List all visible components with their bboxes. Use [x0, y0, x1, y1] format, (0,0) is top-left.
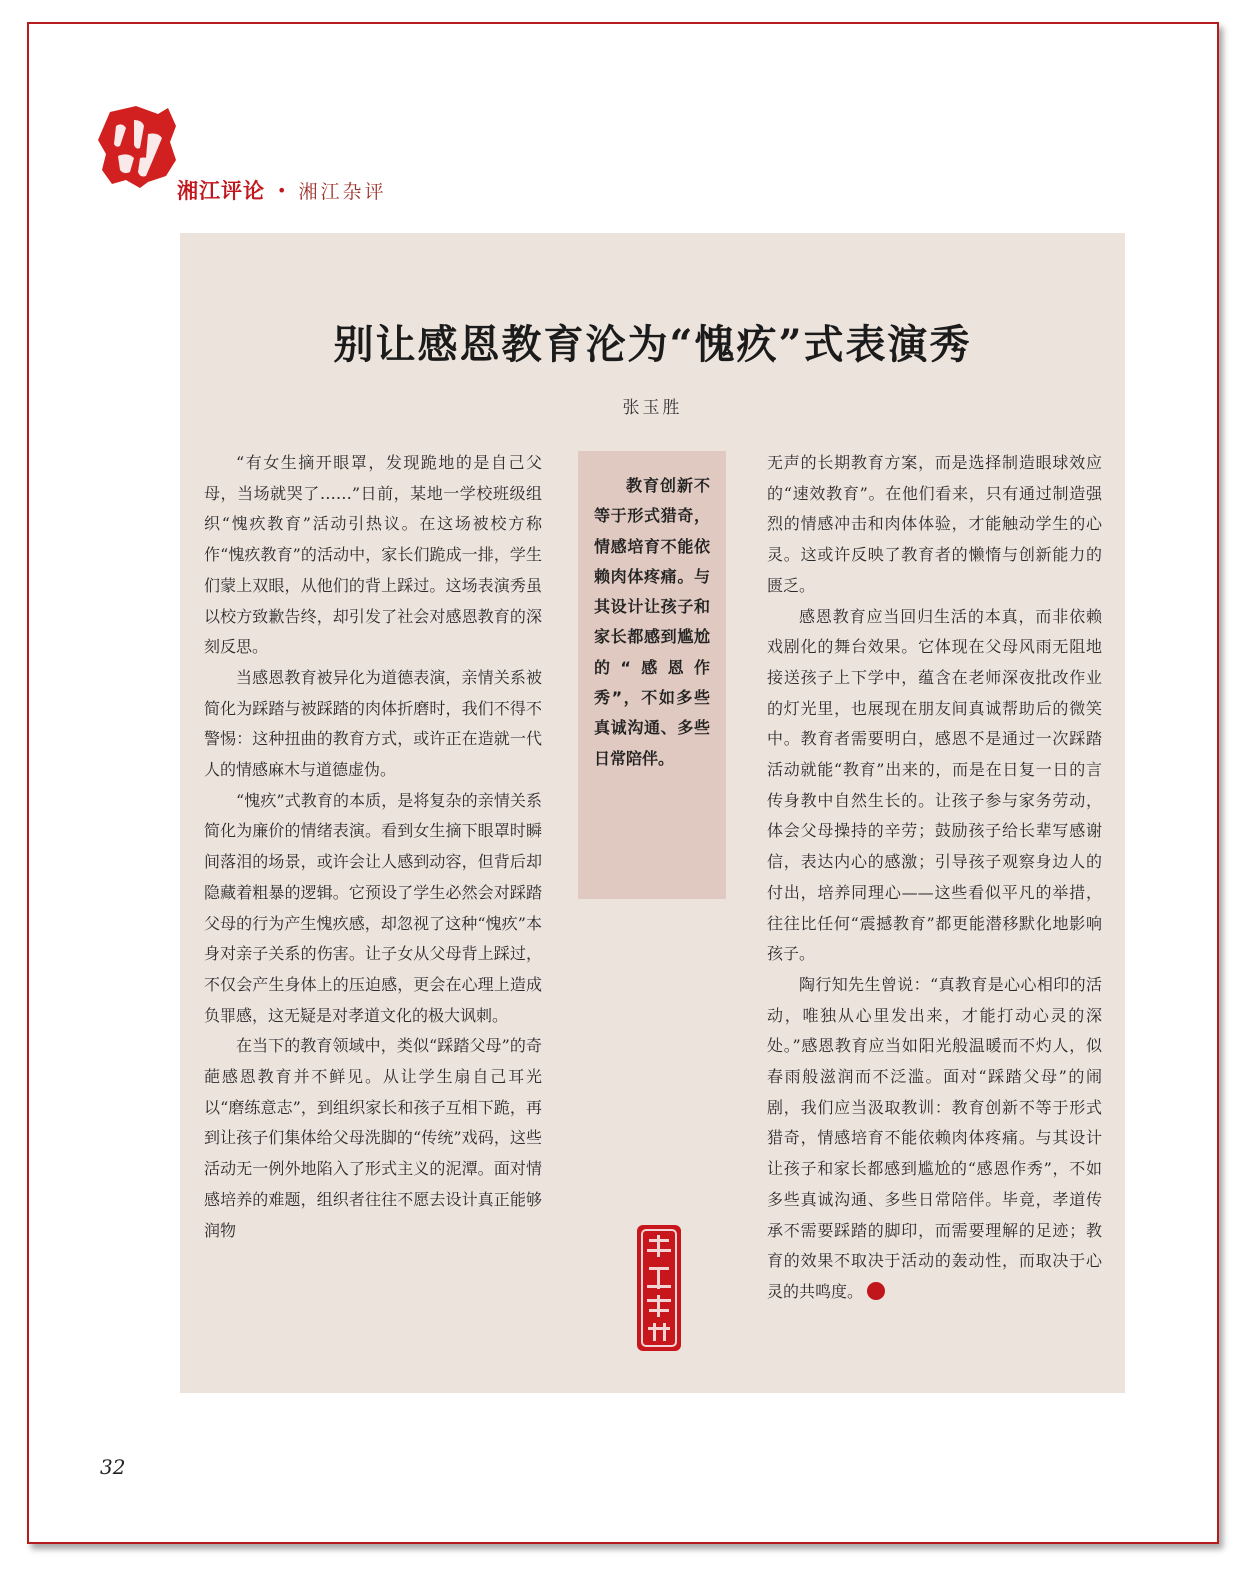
- article-paragraph: 在当下的教育领域中，类似“踩踏父母”的奇葩感恩教育并不鲜见。从让学生扇自己耳光以“磨练意志”，到组织家长和孩子互相下跪，再到让孩子们集体给父母洗脚的“传统”戏码，这些活动无一例外地陷入了形式主义的泥潭。面对情感培养的难题，组织者往往不愿去设计真正能够润物: [204, 1036, 542, 1240]
- article-paragraph: “有女生摘开眼罩，发现跪地的是自己父母，当场就哭了……”日前，某地一学校班级组织“愧疚教育”活动引热议。在这场被校方称作“愧疚教育”的活动中，家长们跪成一排，学生们蒙上双眼，从他们的背上踩过。这场表演秀虽以校方致歉告终，却引发了社会对感恩教育的深刻反思。: [204, 453, 542, 657]
- pull-quote-box: [578, 451, 726, 899]
- page-number: 32: [100, 1455, 126, 1479]
- section-heading: [177, 176, 386, 204]
- end-mark-icon: [867, 1282, 885, 1300]
- article-column-right: [767, 448, 1102, 1308]
- article-paragraph: 无声的长期教育方案，而是选择制造眼球效应的“速效教育”。在他们看来，只有通过制造强烈的情感冲击和肉体体验，才能触动学生的心灵。这或许反映了教育者的懒惰与创新能力的匮乏。: [767, 453, 1102, 595]
- article-paragraph: 感恩教育应当回归生活的本真，而非依赖戏剧化的舞台效果。它体现在父母风雨无阻地接送孩子上下学中，蕴含在老师深夜批改作业的灯光里，也展现在朋友间真诚帮助后的微笑中。教育者需要明白，感恩不是通过一次踩踏活动就能“教育”出来的，而是在日复一日的言传身教中自然生长的。让孩子参与家务劳动，体会父母操持的辛劳；鼓励孩子给长辈写感谢信，表达内心的感激；引导孩子观察身边人的付出，培养同理心——这些看似平凡的举措，往往比任何“震撼教育”都更能潜移默化地影响孩子。: [767, 606, 1102, 964]
- section-main-label: 湘江评论: [177, 179, 265, 203]
- column-seal-stamp: [633, 1223, 685, 1353]
- article-panel: [180, 233, 1125, 1393]
- article-paragraph: 当感恩教育被异化为道德表演，亲情关系被简化为踩踏与被踩踏的肉体折磨时，我们不得不警惕：这种扭曲的教育方式，或许正在造就一代人的情感麻木与道德虚伪。: [204, 667, 542, 780]
- section-separator: •: [277, 180, 287, 200]
- article-title: 别让感恩教育沦为“愧疚”式表演秀: [333, 321, 972, 368]
- article-paragraph: “愧疚”式教育的本质，是将复杂的亲情关系简化为廉价的情绪表演。看到女生摘下眼罩时瞬间落泪的场景，或许会让人感到动容，但背后却隐藏着粗暴的逻辑。它预设了学生必然会对踩踏父母的行为产生愧疚感，却忽视了这种“愧疚”本身对亲子关系的伤害。让子女从父母背上踩过，不仅会产生身体上的压迫感，更会在心理上造成负罪感，这无疑是对孝道文化的极大讽刺。: [204, 790, 542, 1025]
- section-sub-label: 湘江杂评: [298, 180, 387, 203]
- article-column-left: [204, 448, 542, 1246]
- pull-quote-text: 教育创新不等于形式猎奇，情感培育不能依赖肉体疼痛。与其设计让孩子和家长都感到尴尬的“感恩作秀”，不如多些真诚沟通、多些日常陪伴。: [594, 476, 710, 768]
- column-logo: [96, 104, 178, 188]
- article-author: 张玉胜: [622, 398, 683, 418]
- article-paragraph-final: [767, 970, 1102, 1308]
- article-paragraph-text: 陶行知先生曾说：“真教育是心心相印的活动，唯独从心里发出来，才能打动心灵的深处。”感恩教育应当如阳光般温暖而不灼人，似春雨般滋润而不泛滥。面对“踩踏父母”的闹剧，我们应当汲取教训：教育创新不等于形式猎奇，情感培育不能依赖肉体疼痛。与其设计让孩子和家长都感到尴尬的“感恩作秀”，不如多些真诚沟通、多些日常陪伴。毕竟，孝道传承不需要踩踏的脚印，而需要理解的足迹；教育的效果不取决于活动的轰动性，而取决于心灵的共鸣度。: [767, 974, 1102, 1301]
